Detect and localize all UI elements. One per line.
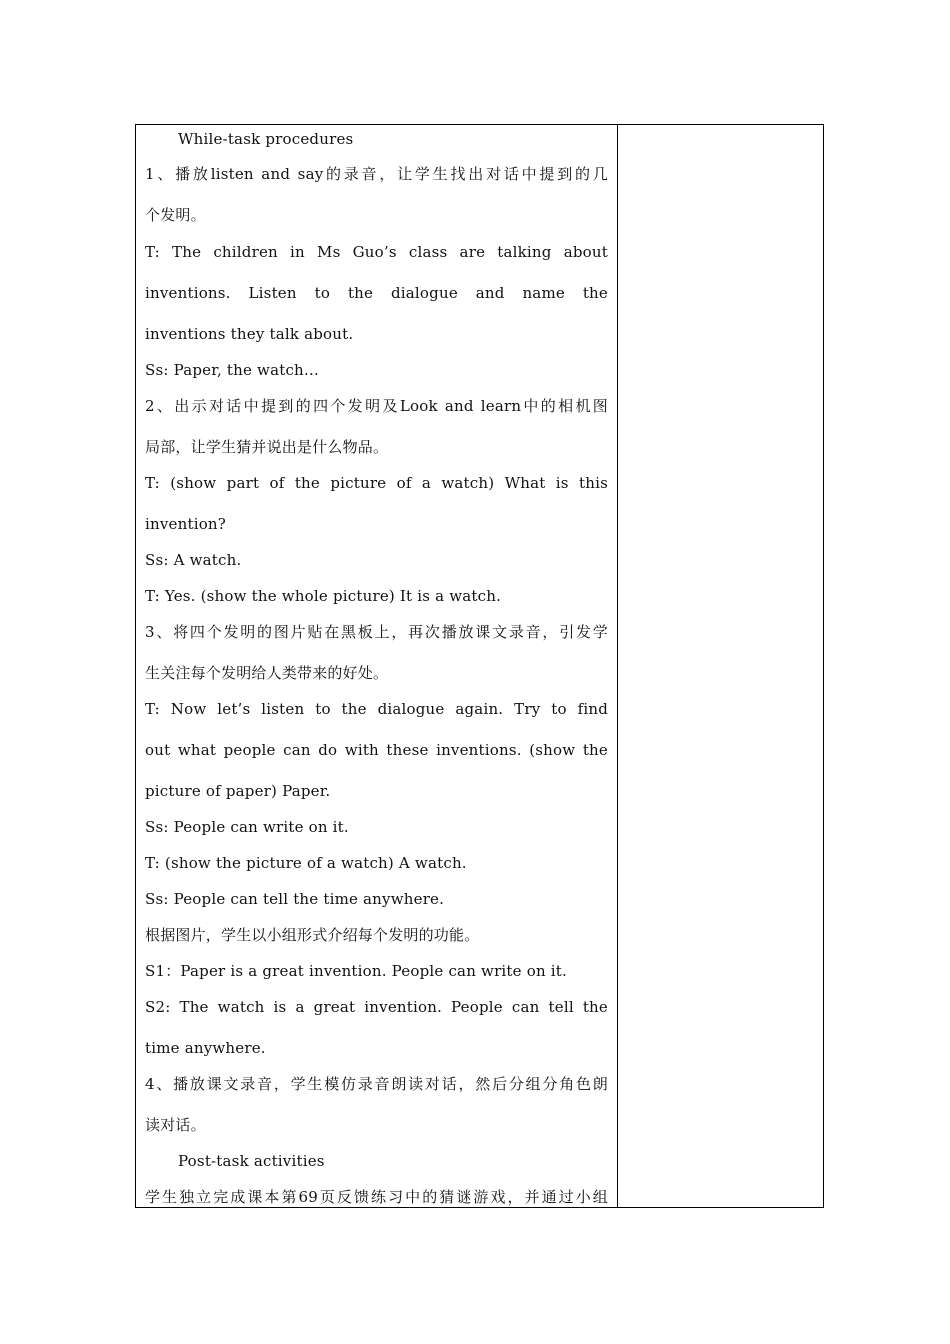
text-line: 1、播放listen and say的录音，让学生找出对话中提到的几 (145, 165, 608, 183)
text-line: picture of paper) Paper. (145, 782, 331, 800)
text-line: 局部，让学生猜并说出是什么物品。 (145, 438, 389, 456)
text-line: T: Now let’s listen to the dialogue again. Try to find (145, 700, 608, 718)
text-line: S1：Paper is a great invention. People can write on it. (145, 962, 567, 980)
text-line: Ss: Paper, the watch… (145, 361, 320, 379)
text-line: 2、出示对话中提到的四个发明及Look and learn中的相机图 (145, 397, 608, 415)
text-line: out what people can do with these inventions. (show the (145, 741, 608, 759)
section-heading-while-task: While-task procedures (178, 130, 354, 148)
text-line: Ss: People can write on it. (145, 818, 349, 836)
text-line: 3、将四个发明的图片贴在黑板上，再次播放课文录音，引发学 (145, 623, 608, 641)
text-line: 4、播放课文录音，学生模仿录音朗读对话，然后分组分角色朗 (145, 1075, 608, 1093)
text-line: 读对话。 (145, 1116, 206, 1134)
text-line: 学生独立完成课本第69页反馈练习中的猜谜游戏，并通过小组 (145, 1188, 608, 1206)
text-line: invention? (145, 515, 227, 533)
text-line: 个发明。 (145, 206, 206, 224)
text-line: S2: The watch is a great invention. People can tell the (145, 998, 608, 1016)
text-line: T: (show part of the picture of a watch) What is this (145, 474, 608, 492)
text-line: 生关注每个发明给人类带来的好处。 (145, 664, 389, 682)
text-line: time anywhere. (145, 1039, 266, 1057)
text-line: T: (show the picture of a watch) A watch. (145, 854, 467, 872)
notes-cell (618, 125, 823, 1207)
text-line: inventions they talk about. (145, 325, 354, 343)
text-line: inventions. Listen to the dialogue and name the (145, 284, 608, 302)
text-line: T: Yes. (show the whole picture) It is a watch. (145, 587, 502, 605)
text-line: T: The children in Ms Guo’s class are talking about (145, 243, 608, 261)
text-line: 根据图片，学生以小组形式介绍每个发明的功能。 (145, 926, 480, 944)
lesson-plan-table (135, 124, 824, 1208)
text-line: Ss: A watch. (145, 551, 242, 569)
text-line: Ss: People can tell the time anywhere. (145, 890, 445, 908)
section-heading-post-task: Post-task activities (178, 1152, 325, 1170)
